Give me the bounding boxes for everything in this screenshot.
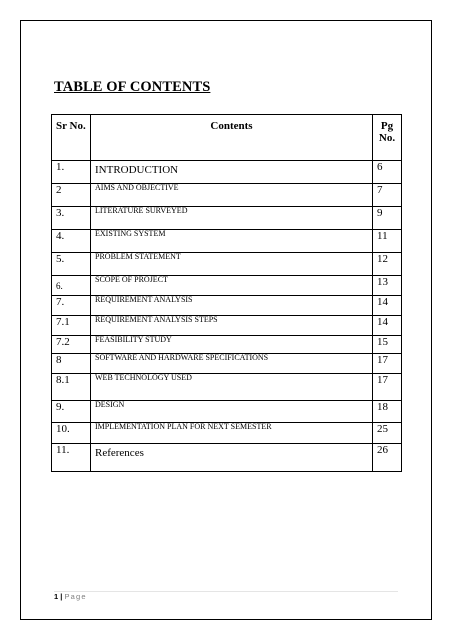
row-sr-no: 9. (52, 401, 91, 423)
table-row (52, 230, 402, 253)
row-page: 17 (373, 354, 402, 374)
row-contents: EXISTING SYSTEM (91, 230, 373, 253)
table-row (52, 207, 402, 230)
row-contents: References (91, 444, 373, 472)
header-pg-no (373, 115, 402, 161)
row-contents: LITERATURE SURVEYED (91, 207, 373, 230)
row-sr-no: 10. (52, 423, 91, 444)
footer-separator: | (60, 592, 63, 601)
table-row (52, 161, 402, 184)
toc-table (51, 114, 402, 472)
footer-page-word: Page (64, 592, 87, 601)
table-row (52, 316, 402, 336)
table-row (52, 336, 402, 354)
footer-divider (54, 591, 398, 592)
row-sr-no: 7. (52, 296, 91, 316)
header-contents: Contents (91, 115, 373, 161)
table-row (52, 444, 402, 472)
row-sr-no: 4. (52, 230, 91, 253)
row-contents: REQUIREMENT ANALYSIS STEPS (91, 316, 373, 336)
row-sr-no: 5. (52, 253, 91, 276)
table-row (52, 253, 402, 276)
row-contents: FEASIBILITY STUDY (91, 336, 373, 354)
row-page: 6 (373, 161, 402, 184)
row-sr-no: 7.1 (52, 316, 91, 336)
table-row (52, 296, 402, 316)
row-page: 18 (373, 401, 402, 423)
row-sr-no: 8 (52, 354, 91, 374)
table-row (52, 374, 402, 401)
row-page: 15 (373, 336, 402, 354)
row-contents: AIMS AND OBJECTIVE (91, 184, 373, 207)
row-sr-no: 3. (52, 207, 91, 230)
row-sr-no: 2 (52, 184, 91, 207)
row-sr-no: 6. (52, 276, 91, 296)
row-sr-no: 11. (52, 444, 91, 472)
row-sr-no: 8.1 (52, 374, 91, 401)
row-contents: REQUIREMENT ANALYSIS (91, 296, 373, 316)
table-row (52, 401, 402, 423)
row-contents: SOFTWARE AND HARDWARE SPECIFICATIONS (91, 354, 373, 374)
header-pg-line2: No. (378, 132, 396, 145)
table-row (52, 276, 402, 296)
row-page: 26 (373, 444, 402, 472)
row-page: 12 (373, 253, 402, 276)
row-contents: WEB TECHNOLOGY USED (91, 374, 373, 401)
row-page: 14 (373, 296, 402, 316)
row-contents: SCOPE OF PROJECT (91, 276, 373, 296)
row-page: 9 (373, 207, 402, 230)
row-page: 13 (373, 276, 402, 296)
row-page: 25 (373, 423, 402, 444)
header-sr-no: Sr No. (52, 115, 91, 161)
table-row (52, 354, 402, 374)
row-page: 14 (373, 316, 402, 336)
row-contents: PROBLEM STATEMENT (91, 253, 373, 276)
table-header-row (52, 115, 402, 161)
row-page: 7 (373, 184, 402, 207)
row-page: 11 (373, 230, 402, 253)
footer-page-number: 1 (54, 592, 59, 601)
row-sr-no: 7.2 (52, 336, 91, 354)
header-pg-line1: Pg (380, 120, 394, 132)
row-page: 17 (373, 374, 402, 401)
row-sr-no: 1. (52, 161, 91, 184)
page-title: TABLE OF CONTENTS (54, 79, 211, 95)
table-row (52, 184, 402, 207)
row-contents: INTRODUCTION (91, 161, 373, 184)
row-contents: DESIGN (91, 401, 373, 423)
row-contents: IMPLEMENTATION PLAN FOR NEXT SEMESTER (91, 423, 373, 444)
page-footer (54, 592, 87, 601)
table-row (52, 423, 402, 444)
